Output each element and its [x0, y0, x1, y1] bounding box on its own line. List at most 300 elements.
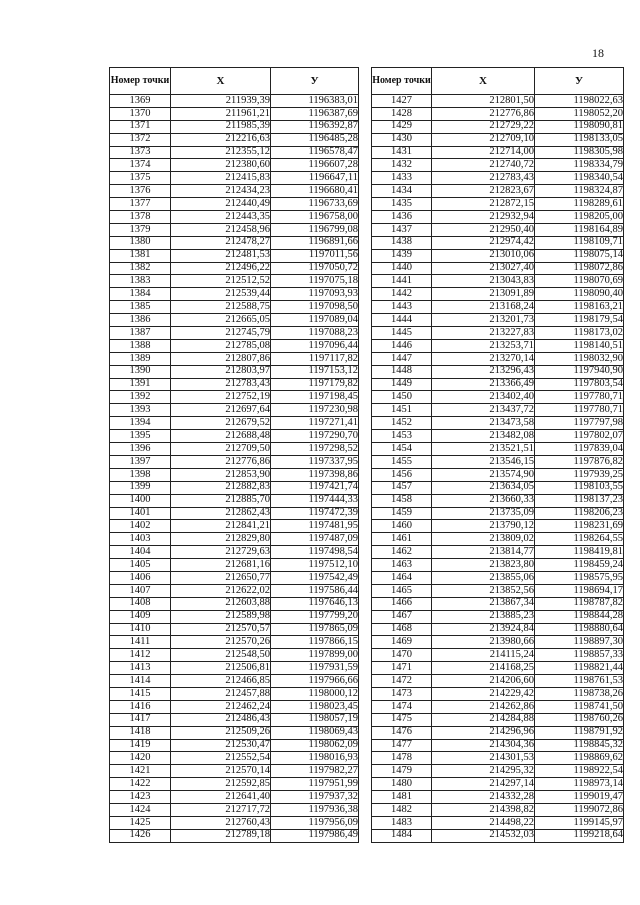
table-row [110, 829, 359, 842]
point-number-cell: 1394 [110, 417, 171, 430]
x-coordinate-cell: 212496,22 [171, 262, 271, 275]
point-number-cell: 1386 [110, 314, 171, 327]
table-row [372, 597, 624, 610]
y-coordinate-cell: 1197966,66 [271, 675, 359, 688]
y-coordinate-cell: 1197472,39 [271, 507, 359, 520]
x-coordinate-cell: 213809,02 [432, 533, 535, 546]
point-number-cell: 1442 [372, 288, 432, 301]
y-coordinate-cell: 1197444,33 [271, 494, 359, 507]
x-coordinate-cell: 212752,19 [171, 391, 271, 404]
point-number-cell: 1429 [372, 120, 432, 133]
point-number-cell: 1374 [110, 159, 171, 172]
point-number-cell: 1468 [372, 623, 432, 636]
y-coordinate-cell: 1197298,52 [271, 443, 359, 456]
x-coordinate-cell: 213227,83 [432, 327, 535, 340]
coordinates-table-left [109, 67, 359, 843]
point-number-cell: 1407 [110, 584, 171, 597]
x-coordinate-cell: 212862,43 [171, 507, 271, 520]
point-number-cell: 1465 [372, 584, 432, 597]
x-coordinate-cell: 212974,42 [432, 236, 535, 249]
table-row [110, 713, 359, 726]
y-coordinate-cell: 1198016,93 [271, 752, 359, 765]
x-coordinate-cell: 214332,28 [432, 791, 535, 804]
y-coordinate-cell: 1196387,69 [271, 107, 359, 120]
point-number-cell: 1457 [372, 481, 432, 494]
x-coordinate-cell: 214296,96 [432, 726, 535, 739]
point-number-cell: 1445 [372, 327, 432, 340]
table-row [372, 507, 624, 520]
y-coordinate-cell: 1199145,97 [535, 816, 624, 829]
point-number-cell: 1418 [110, 726, 171, 739]
point-number-cell: 1441 [372, 275, 432, 288]
table-row [372, 700, 624, 713]
coordinates-table-right [371, 67, 624, 843]
x-coordinate-cell: 212872,15 [432, 198, 535, 211]
point-number-cell: 1435 [372, 198, 432, 211]
y-coordinate-cell: 1196758,00 [271, 211, 359, 224]
y-coordinate-cell: 1197512,10 [271, 559, 359, 572]
point-number-cell: 1458 [372, 494, 432, 507]
table-row [110, 146, 359, 159]
x-coordinate-cell: 212950,40 [432, 223, 535, 236]
y-coordinate-cell: 1196647,11 [271, 172, 359, 185]
point-number-cell: 1388 [110, 339, 171, 352]
point-number-cell: 1427 [372, 95, 432, 108]
x-coordinate-cell: 212807,86 [171, 352, 271, 365]
point-number-cell: 1469 [372, 636, 432, 649]
x-coordinate-cell: 212552,54 [171, 752, 271, 765]
point-number-cell: 1438 [372, 236, 432, 249]
point-number-cell: 1401 [110, 507, 171, 520]
table-row [372, 533, 624, 546]
table-row [110, 533, 359, 546]
y-coordinate-cell: 1197198,45 [271, 391, 359, 404]
y-coordinate-cell: 1198324,87 [535, 185, 624, 198]
table-row [372, 378, 624, 391]
y-coordinate-cell: 1197839,04 [535, 443, 624, 456]
x-coordinate-cell: 211961,21 [171, 107, 271, 120]
y-coordinate-cell: 1197088,23 [271, 327, 359, 340]
table-row [110, 662, 359, 675]
x-coordinate-cell: 212512,52 [171, 275, 271, 288]
x-coordinate-cell: 213852,56 [432, 584, 535, 597]
point-number-cell: 1397 [110, 455, 171, 468]
y-coordinate-cell: 1197093,93 [271, 288, 359, 301]
x-coordinate-cell: 214532,03 [432, 829, 535, 842]
x-coordinate-cell: 213043,83 [432, 275, 535, 288]
table-row [372, 211, 624, 224]
point-number-cell: 1461 [372, 533, 432, 546]
y-coordinate-cell: 1198869,62 [535, 752, 624, 765]
point-number-cell: 1428 [372, 107, 432, 120]
point-number-cell: 1463 [372, 559, 432, 572]
point-number-cell: 1454 [372, 443, 432, 456]
table-row [110, 507, 359, 520]
x-coordinate-cell: 213521,51 [432, 443, 535, 456]
x-coordinate-cell: 212801,50 [432, 95, 535, 108]
point-number-cell: 1481 [372, 791, 432, 804]
table-row [372, 455, 624, 468]
table-row [372, 249, 624, 262]
x-coordinate-cell: 212592,85 [171, 778, 271, 791]
y-coordinate-cell: 1199019,47 [535, 791, 624, 804]
point-number-cell: 1419 [110, 739, 171, 752]
point-number-cell: 1443 [372, 301, 432, 314]
y-coordinate-cell: 1198761,53 [535, 675, 624, 688]
y-coordinate-cell: 1198845,32 [535, 739, 624, 752]
x-coordinate-cell: 213010,06 [432, 249, 535, 262]
point-number-cell: 1370 [110, 107, 171, 120]
x-coordinate-cell: 212650,77 [171, 571, 271, 584]
point-number-cell: 1451 [372, 404, 432, 417]
y-coordinate-cell: 1198844,28 [535, 610, 624, 623]
x-coordinate-cell: 212776,86 [432, 107, 535, 120]
table-row [110, 610, 359, 623]
y-coordinate-cell: 1198103,55 [535, 481, 624, 494]
point-number-cell: 1475 [372, 713, 432, 726]
x-coordinate-cell: 213660,33 [432, 494, 535, 507]
table-row [110, 739, 359, 752]
x-coordinate-cell: 211985,39 [171, 120, 271, 133]
table-row [372, 791, 624, 804]
y-coordinate-cell: 1198070,69 [535, 275, 624, 288]
x-coordinate-cell: 214206,60 [432, 675, 535, 688]
table-row [110, 468, 359, 481]
point-number-cell: 1420 [110, 752, 171, 765]
y-coordinate-cell: 1197481,95 [271, 520, 359, 533]
x-coordinate-cell: 212776,86 [171, 455, 271, 468]
x-coordinate-cell: 212588,75 [171, 301, 271, 314]
y-coordinate-cell: 1198880,64 [535, 623, 624, 636]
y-coordinate-cell: 1198140,51 [535, 339, 624, 352]
point-number-cell: 1432 [372, 159, 432, 172]
table-row [110, 172, 359, 185]
x-coordinate-cell: 213027,40 [432, 262, 535, 275]
point-number-cell: 1473 [372, 687, 432, 700]
table-row [110, 301, 359, 314]
table-row [110, 417, 359, 430]
point-number-cell: 1459 [372, 507, 432, 520]
y-coordinate-cell: 1197421,74 [271, 481, 359, 494]
table-row [372, 352, 624, 365]
point-number-cell: 1414 [110, 675, 171, 688]
table-row [372, 301, 624, 314]
y-coordinate-cell: 1196485,28 [271, 133, 359, 146]
table-row [372, 275, 624, 288]
x-coordinate-cell: 213253,71 [432, 339, 535, 352]
table-row [372, 339, 624, 352]
y-coordinate-cell: 1198109,71 [535, 236, 624, 249]
y-coordinate-cell: 1198179,54 [535, 314, 624, 327]
y-coordinate-cell: 1197179,82 [271, 378, 359, 391]
table-row [372, 107, 624, 120]
x-coordinate-cell: 214304,36 [432, 739, 535, 752]
y-coordinate-cell: 1197586,44 [271, 584, 359, 597]
table-row [372, 223, 624, 236]
x-coordinate-cell: 212745,79 [171, 327, 271, 340]
table-row [110, 288, 359, 301]
y-coordinate-cell: 1197498,54 [271, 546, 359, 559]
table-row [110, 185, 359, 198]
y-coordinate-cell: 1197802,07 [535, 430, 624, 443]
table-row [110, 430, 359, 443]
point-number-cell: 1372 [110, 133, 171, 146]
point-number-cell: 1389 [110, 352, 171, 365]
point-number-cell: 1426 [110, 829, 171, 842]
x-coordinate-cell: 212570,14 [171, 765, 271, 778]
y-coordinate-cell: 1197153,12 [271, 365, 359, 378]
table-row [372, 327, 624, 340]
x-coordinate-cell: 212679,52 [171, 417, 271, 430]
point-number-cell: 1402 [110, 520, 171, 533]
point-number-cell: 1377 [110, 198, 171, 211]
table-row [110, 198, 359, 211]
table-row [110, 211, 359, 224]
point-number-cell: 1483 [372, 816, 432, 829]
table-row [372, 675, 624, 688]
x-coordinate-cell: 212681,16 [171, 559, 271, 572]
point-number-cell: 1482 [372, 803, 432, 816]
point-number-cell: 1472 [372, 675, 432, 688]
point-number-cell: 1396 [110, 443, 171, 456]
table-row [372, 713, 624, 726]
x-coordinate-cell: 212803,97 [171, 365, 271, 378]
point-number-cell: 1439 [372, 249, 432, 262]
x-coordinate-cell: 213201,73 [432, 314, 535, 327]
x-coordinate-cell: 213296,43 [432, 365, 535, 378]
point-number-cell: 1382 [110, 262, 171, 275]
y-coordinate-cell: 1197939,25 [535, 468, 624, 481]
y-coordinate-cell: 1198069,43 [271, 726, 359, 739]
x-coordinate-cell: 213574,90 [432, 468, 535, 481]
x-coordinate-cell: 213437,72 [432, 404, 535, 417]
x-coordinate-cell: 212709,50 [171, 443, 271, 456]
table-row [372, 623, 624, 636]
table-row [110, 133, 359, 146]
x-coordinate-cell: 214297,14 [432, 778, 535, 791]
x-coordinate-cell: 214229,42 [432, 687, 535, 700]
y-coordinate-cell: 1198897,30 [535, 636, 624, 649]
y-coordinate-cell: 1196578,47 [271, 146, 359, 159]
y-coordinate-cell: 1197096,44 [271, 339, 359, 352]
table-row [372, 288, 624, 301]
table-row [372, 662, 624, 675]
table-row [372, 778, 624, 791]
x-coordinate-cell: 212882,83 [171, 481, 271, 494]
y-coordinate-cell: 1197050,72 [271, 262, 359, 275]
point-number-cell: 1430 [372, 133, 432, 146]
x-coordinate-cell: 214115,24 [432, 649, 535, 662]
table-row [110, 816, 359, 829]
y-coordinate-cell: 1197542,49 [271, 571, 359, 584]
y-coordinate-cell: 1197899,00 [271, 649, 359, 662]
point-number-cell: 1412 [110, 649, 171, 662]
x-coordinate-cell: 212434,23 [171, 185, 271, 198]
x-coordinate-cell: 212457,88 [171, 687, 271, 700]
x-coordinate-cell: 213546,15 [432, 455, 535, 468]
y-coordinate-cell: 1198075,14 [535, 249, 624, 262]
table-row [110, 803, 359, 816]
y-coordinate-cell: 1198032,90 [535, 352, 624, 365]
point-number-cell: 1480 [372, 778, 432, 791]
point-number-cell: 1437 [372, 223, 432, 236]
table-row [110, 559, 359, 572]
y-coordinate-cell: 1197866,15 [271, 636, 359, 649]
table-row [110, 455, 359, 468]
table-row [110, 623, 359, 636]
table-row [110, 249, 359, 262]
point-number-cell: 1391 [110, 378, 171, 391]
y-coordinate-cell: 1198459,24 [535, 559, 624, 572]
y-coordinate-cell: 1197986,49 [271, 829, 359, 842]
table-row [372, 391, 624, 404]
header-x: X [432, 68, 535, 95]
y-coordinate-cell: 1198738,26 [535, 687, 624, 700]
y-coordinate-cell: 1199218,64 [535, 829, 624, 842]
y-coordinate-cell: 1198575,95 [535, 571, 624, 584]
y-coordinate-cell: 1197337,95 [271, 455, 359, 468]
x-coordinate-cell: 213814,77 [432, 546, 535, 559]
x-coordinate-cell: 213735,09 [432, 507, 535, 520]
point-number-cell: 1385 [110, 301, 171, 314]
y-coordinate-cell: 1198264,55 [535, 533, 624, 546]
y-coordinate-cell: 1198000,12 [271, 687, 359, 700]
point-number-cell: 1375 [110, 172, 171, 185]
y-coordinate-cell: 1197098,50 [271, 301, 359, 314]
point-number-cell: 1398 [110, 468, 171, 481]
table-row [110, 752, 359, 765]
table-row [110, 649, 359, 662]
x-coordinate-cell: 213867,34 [432, 597, 535, 610]
y-coordinate-cell: 1198922,54 [535, 765, 624, 778]
table-row [110, 791, 359, 804]
x-coordinate-cell: 213980,66 [432, 636, 535, 649]
y-coordinate-cell: 1199072,86 [535, 803, 624, 816]
table-row [372, 752, 624, 765]
x-coordinate-cell: 214398,82 [432, 803, 535, 816]
x-coordinate-cell: 213473,58 [432, 417, 535, 430]
y-coordinate-cell: 1197075,18 [271, 275, 359, 288]
y-coordinate-cell: 1196799,08 [271, 223, 359, 236]
table-row [372, 520, 624, 533]
y-coordinate-cell: 1198023,45 [271, 700, 359, 713]
x-coordinate-cell: 212539,44 [171, 288, 271, 301]
table-row [372, 133, 624, 146]
table-row [372, 159, 624, 172]
table-row [372, 687, 624, 700]
table-row [372, 146, 624, 159]
y-coordinate-cell: 1198164,89 [535, 223, 624, 236]
y-coordinate-cell: 1198090,81 [535, 120, 624, 133]
y-coordinate-cell: 1196733,69 [271, 198, 359, 211]
table-row [372, 365, 624, 378]
table-header-row [110, 68, 359, 95]
table-row [110, 765, 359, 778]
point-number-cell: 1415 [110, 687, 171, 700]
table-row [372, 803, 624, 816]
y-coordinate-cell: 1198857,33 [535, 649, 624, 662]
x-coordinate-cell: 212415,83 [171, 172, 271, 185]
x-coordinate-cell: 212760,43 [171, 816, 271, 829]
point-number-cell: 1400 [110, 494, 171, 507]
point-number-cell: 1425 [110, 816, 171, 829]
x-coordinate-cell: 212740,72 [432, 159, 535, 172]
table-row [372, 481, 624, 494]
table-row [110, 687, 359, 700]
y-coordinate-cell: 1196392,87 [271, 120, 359, 133]
header-y: У [271, 68, 359, 95]
point-number-cell: 1444 [372, 314, 432, 327]
y-coordinate-cell: 1198022,63 [535, 95, 624, 108]
table-row [110, 378, 359, 391]
y-coordinate-cell: 1198137,23 [535, 494, 624, 507]
table-row [372, 314, 624, 327]
y-coordinate-cell: 1198052,20 [535, 107, 624, 120]
point-number-cell: 1408 [110, 597, 171, 610]
x-coordinate-cell: 212462,24 [171, 700, 271, 713]
y-coordinate-cell: 1198205,00 [535, 211, 624, 224]
point-number-cell: 1376 [110, 185, 171, 198]
point-number-cell: 1477 [372, 739, 432, 752]
x-coordinate-cell: 212641,40 [171, 791, 271, 804]
y-coordinate-cell: 1198334,79 [535, 159, 624, 172]
x-coordinate-cell: 213168,24 [432, 301, 535, 314]
x-coordinate-cell: 212622,02 [171, 584, 271, 597]
point-number-cell: 1450 [372, 391, 432, 404]
x-coordinate-cell: 212783,43 [432, 172, 535, 185]
y-coordinate-cell: 1197487,09 [271, 533, 359, 546]
table-row [372, 443, 624, 456]
table-row [110, 236, 359, 249]
point-number-cell: 1423 [110, 791, 171, 804]
y-coordinate-cell: 1197117,82 [271, 352, 359, 365]
y-coordinate-cell: 1198694,17 [535, 584, 624, 597]
header-x: X [171, 68, 271, 95]
y-coordinate-cell: 1196891,66 [271, 236, 359, 249]
x-coordinate-cell: 212589,98 [171, 610, 271, 623]
x-coordinate-cell: 212853,90 [171, 468, 271, 481]
table-row [110, 597, 359, 610]
point-number-cell: 1373 [110, 146, 171, 159]
table-row [372, 829, 624, 842]
y-coordinate-cell: 1198163,21 [535, 301, 624, 314]
table-row [372, 95, 624, 108]
y-coordinate-cell: 1197876,82 [535, 455, 624, 468]
point-number-cell: 1393 [110, 404, 171, 417]
x-coordinate-cell: 214284,88 [432, 713, 535, 726]
y-coordinate-cell: 1198787,82 [535, 597, 624, 610]
header-point-number: Номер точки [372, 68, 432, 95]
x-coordinate-cell: 212665,05 [171, 314, 271, 327]
x-coordinate-cell: 212729,22 [432, 120, 535, 133]
header-y: У [535, 68, 624, 95]
table-row [110, 675, 359, 688]
point-number-cell: 1466 [372, 597, 432, 610]
table-row [110, 159, 359, 172]
x-coordinate-cell: 213402,40 [432, 391, 535, 404]
y-coordinate-cell: 1196607,28 [271, 159, 359, 172]
point-number-cell: 1405 [110, 559, 171, 572]
x-coordinate-cell: 212932,94 [432, 211, 535, 224]
x-coordinate-cell: 213790,12 [432, 520, 535, 533]
table-row [110, 443, 359, 456]
y-coordinate-cell: 1198057,19 [271, 713, 359, 726]
table-row [372, 739, 624, 752]
table-row [372, 120, 624, 133]
table-row [110, 520, 359, 533]
y-coordinate-cell: 1197230,98 [271, 404, 359, 417]
x-coordinate-cell: 214262,86 [432, 700, 535, 713]
